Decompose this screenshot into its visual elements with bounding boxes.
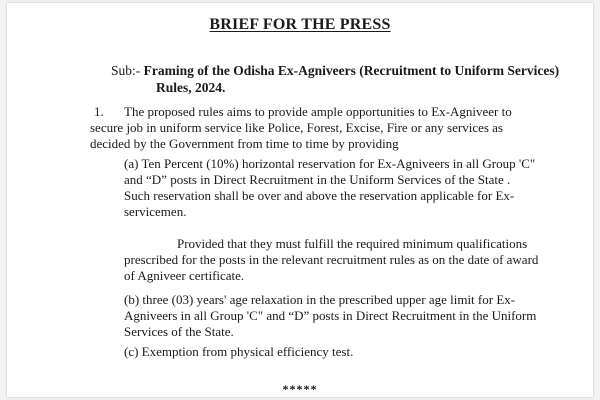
subject-text: Framing of the Odisha Ex-Agniveers (Recruitment to Uniform Services) xyxy=(143,63,560,78)
item-b-line: Agniveers in all Group 'C" and “D” posts in Direct Recruitment in the Uniform xyxy=(124,308,537,323)
item-c-line: (c) Exemption from physical efficiency test. xyxy=(124,344,354,359)
item-b-line: Services of the State. xyxy=(124,324,234,339)
paragraph-1-line: The proposed rules aims to provide ample opportunities to Ex-Agniveer to xyxy=(124,104,512,119)
paragraph-1-line: secure job in uniform service like Police, Forest, Excise, Fire or any services as xyxy=(90,120,503,135)
paragraph-number: 1. xyxy=(94,104,104,119)
proviso-line: Provided that they must fulfill the required minimum qualifications xyxy=(177,236,528,251)
subject-line xyxy=(111,63,559,79)
item-a-line: and “D” posts in Direct Recruitment in the Uniform Services of the State . xyxy=(124,172,511,187)
end-of-document-mark: ***** xyxy=(282,382,318,396)
item-a-line: Such reservation shall be over and above the reservation applicable for Ex- xyxy=(124,188,515,203)
item-a-line: servicemen. xyxy=(124,204,187,219)
proviso-line: prescribed for the posts in the relevant recruitment rules as on the date of award xyxy=(124,252,539,267)
item-b-line: (b) three (03) years' age relaxation in the prescribed upper age limit for Ex- xyxy=(124,292,516,307)
press-brief-page xyxy=(7,3,593,397)
proviso-line: of Agniveer certificate. xyxy=(124,268,245,283)
paragraph-1-line: decided by the Government from time to time by providing xyxy=(90,136,399,151)
page-title: BRIEF FOR THE PRESS xyxy=(209,16,391,33)
item-a-line: (a) Ten Percent (10%) horizontal reservation for Ex-Agniveers in all Group 'C" xyxy=(124,156,536,171)
subject-line-continued: Rules, 2024. xyxy=(156,80,226,95)
subject-prefix: Sub:- xyxy=(111,63,141,78)
